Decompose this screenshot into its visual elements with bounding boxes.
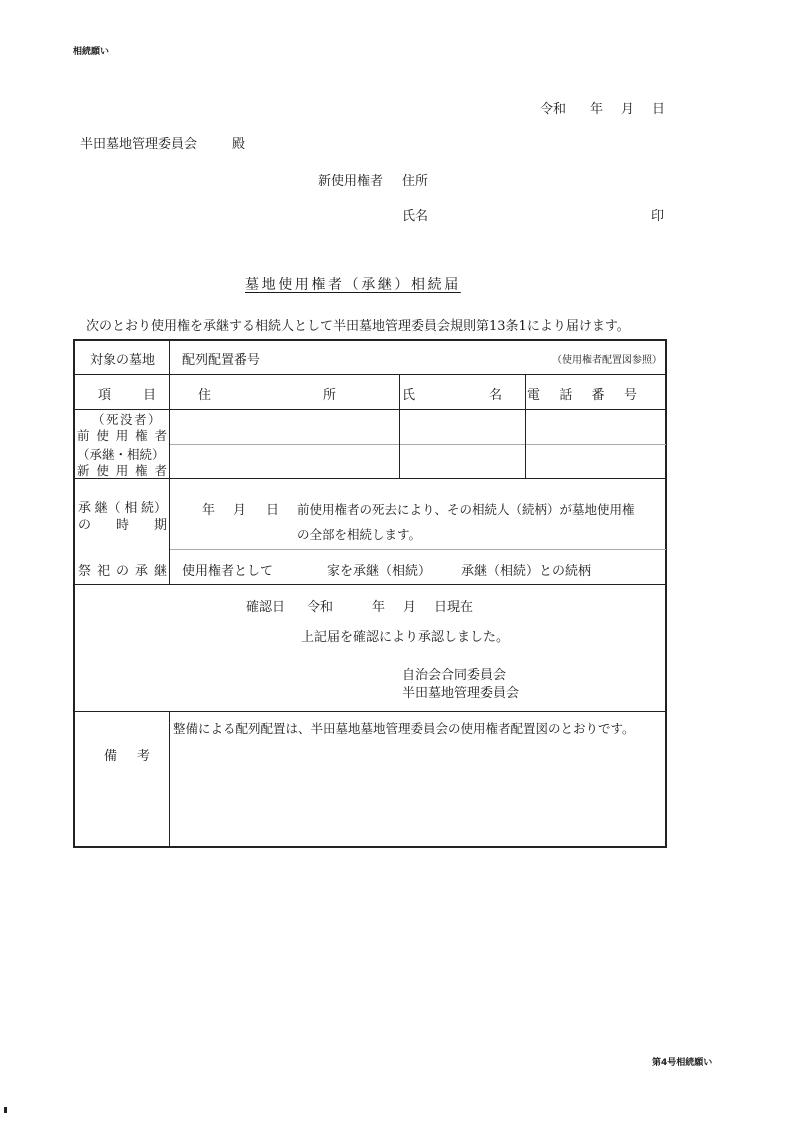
row-line-5: [170, 549, 666, 550]
ritual-label: 祭 祀 の 承 継: [78, 564, 167, 579]
table-right-border: [665, 339, 667, 848]
target-plot-label: 対象の墓地: [90, 353, 156, 368]
table-left-border: [73, 339, 75, 848]
new-holder-note: （承継・相続）: [77, 447, 165, 462]
seal-mark: 印: [651, 209, 665, 224]
confirm-era: 令和: [307, 600, 334, 615]
plot-number-label: 配列配置番号: [182, 353, 261, 368]
col-line-phone: [525, 374, 526, 478]
succession-text-1: 前使用権者の死去により、その相続人（続柄）が墓地使用権: [297, 502, 635, 517]
new-holder-label: 新 使 用 権 者: [77, 463, 167, 478]
header-item: 項 目: [98, 388, 156, 403]
row-line-6: [73, 584, 666, 585]
row-line-3: [170, 444, 666, 445]
date-year: 年: [590, 102, 604, 117]
header-name: 氏 名: [402, 388, 502, 403]
table-bottom-border: [73, 846, 666, 848]
remarks-label: 備 考: [104, 749, 150, 764]
addressee-honorific: 殿: [232, 137, 246, 152]
ritual-part-3: 承継（相続）との続柄: [461, 564, 592, 579]
addressee-name: 半田墓地管理委員会: [80, 137, 198, 152]
col-line-label: [169, 339, 170, 584]
prev-holder-note: （死没者）: [92, 412, 163, 427]
table-top-border: [73, 339, 666, 341]
applicant-name-label: 氏名: [402, 209, 429, 224]
scan-mark: [4, 1107, 7, 1113]
date-day: 日: [652, 102, 666, 117]
intro-text: 次のとおり使用権を承継する相続人として半田墓地管理委員会規則第13条1により届けます。: [86, 319, 630, 334]
org-name-1: 自治会合同委員会: [402, 668, 507, 683]
succession-year: 年: [202, 503, 216, 518]
date-month: 月: [621, 102, 635, 117]
succession-month: 月: [233, 503, 247, 518]
org-name-2: 半田墓地管理委員会: [402, 686, 520, 701]
header-phone: 電 話 番 号: [527, 388, 637, 403]
plot-reference-note: （使用権者配置図参照）: [552, 355, 662, 366]
succession-label-2: の 時 期: [78, 518, 167, 533]
footer-tag: 第4号相続願い: [652, 1058, 713, 1068]
approval-text: 上記届を確認により承認しました。: [301, 630, 510, 645]
header-address: 住 所: [198, 388, 336, 403]
header-tag: 相続願い: [73, 47, 110, 57]
succession-text-2: の全部を相続します。: [297, 527, 422, 542]
date-era: 令和: [540, 102, 567, 117]
row-line-7: [73, 711, 666, 712]
document-title: 墓地使用権者（承継）相続届: [245, 277, 461, 293]
col-line-remarks: [169, 711, 170, 847]
confirm-day: 日現在: [434, 600, 474, 615]
remarks-text: 整備による配列配置は、半田墓地墓地管理委員会の使用権者配置図のとおりです。: [173, 721, 635, 736]
confirm-date-label: 確認日: [246, 600, 286, 615]
row-line-1: [73, 374, 666, 375]
succession-day: 日: [266, 503, 280, 518]
applicant-address-label: 住所: [402, 174, 429, 189]
ritual-part-1: 使用権者として: [182, 564, 274, 579]
succession-label-1: 承 継（ 相 続）: [78, 501, 167, 516]
applicant-role: 新使用権者: [318, 174, 384, 189]
confirm-month: 月: [403, 600, 417, 615]
ritual-part-2: 家を承継（相続）: [327, 564, 432, 579]
col-line-name: [399, 374, 400, 478]
prev-holder-label: 前 使 用 権 者: [77, 428, 167, 443]
confirm-year: 年: [372, 600, 386, 615]
